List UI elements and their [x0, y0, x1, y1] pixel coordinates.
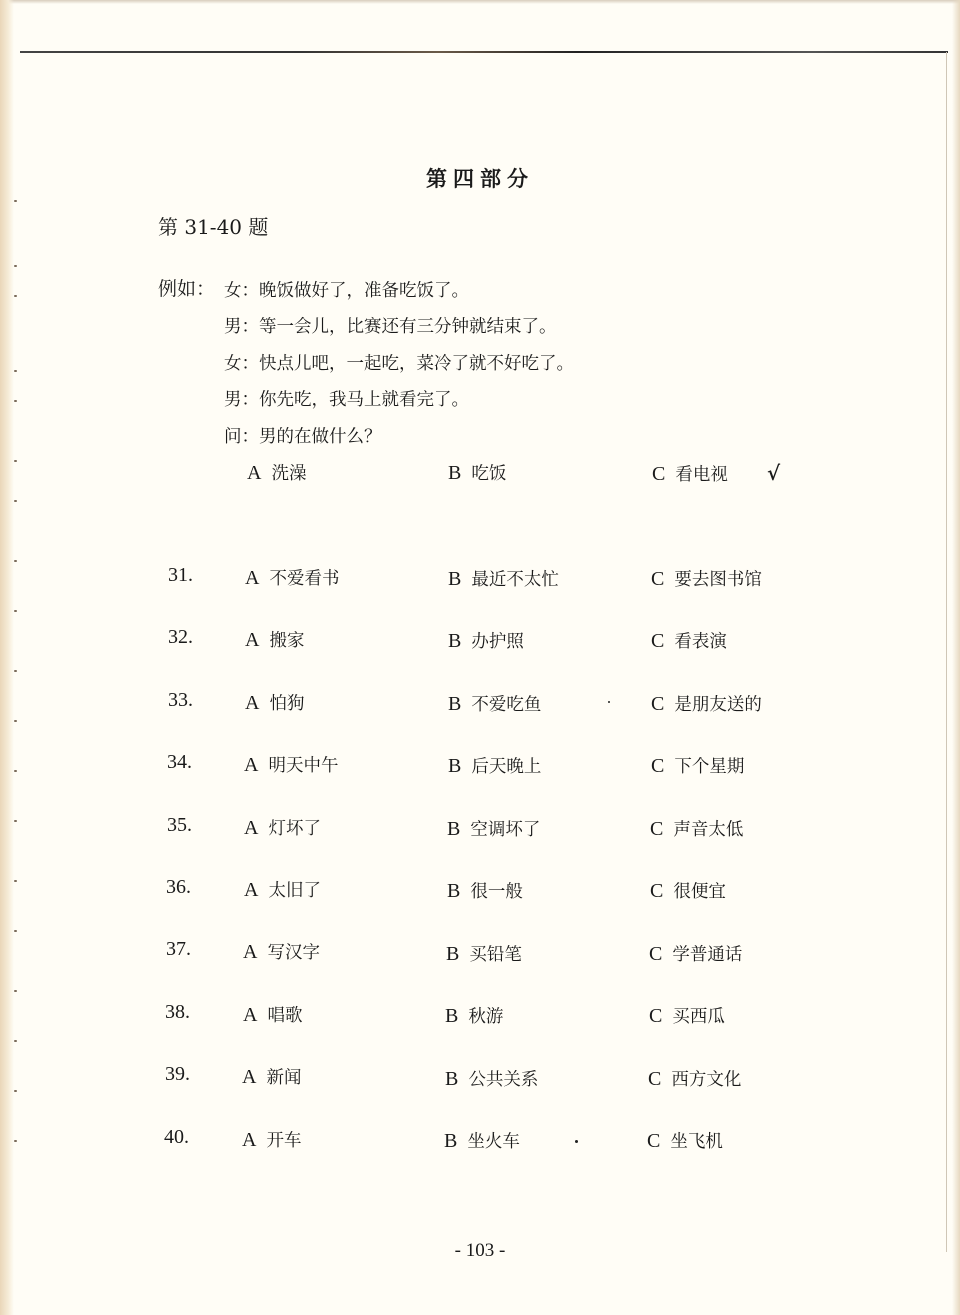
option-text: 灯坏了 — [268, 819, 321, 839]
option-letter: A — [245, 692, 260, 714]
option-letter: C — [647, 1130, 661, 1152]
option-c — [650, 878, 726, 903]
option-letter: B — [444, 1130, 458, 1152]
option-a — [242, 1064, 301, 1089]
option-letter: B — [446, 943, 460, 965]
option-text: 很便宜 — [673, 882, 726, 902]
option-text: 吃饭 — [471, 464, 507, 484]
option-b — [445, 1066, 538, 1091]
option-letter: A — [242, 1129, 257, 1151]
option-letter: A — [244, 754, 259, 776]
option-b — [448, 691, 541, 716]
option-letter: A — [243, 1004, 258, 1026]
page-right-edge — [952, 0, 960, 1315]
page-left-edge — [0, 0, 14, 1315]
option-text: 看电视 — [675, 465, 728, 485]
option-letter: A — [244, 879, 259, 901]
option-letter: C — [651, 755, 665, 777]
binding-holes — [14, 160, 20, 1160]
option-letter: B — [447, 880, 461, 902]
option-a — [243, 939, 320, 964]
question-number: 31. — [168, 564, 193, 586]
section-title: 第四部分 — [426, 166, 534, 191]
option-c — [651, 691, 762, 716]
dialogue-line: 女：快点儿吧，一起吃，菜冷了就不好吃了。 — [224, 354, 574, 374]
option-b — [446, 941, 522, 966]
option-text: 声音太低 — [673, 820, 744, 840]
question-number: 38. — [165, 1001, 190, 1023]
option-a — [245, 690, 304, 715]
option-text: 空调坏了 — [470, 820, 541, 840]
option-text: 开车 — [266, 1131, 302, 1151]
option-text: 太旧了 — [268, 881, 321, 901]
dialogue-line: 男：等一会儿，比赛还有三分钟就结束了。 — [224, 317, 557, 337]
option-letter: B — [448, 755, 462, 777]
option-text: 看表演 — [674, 632, 727, 652]
option-letter: A — [245, 629, 260, 651]
option-letter: B — [445, 1005, 459, 1027]
option-c — [647, 1128, 723, 1153]
option-text: 下个星期 — [674, 757, 745, 777]
page-number: - 103 - — [454, 1240, 506, 1261]
option-text: 要去图书馆 — [674, 570, 762, 590]
option-text: 坐火车 — [467, 1132, 520, 1152]
option-letter: B — [448, 693, 462, 715]
option-a — [245, 627, 304, 652]
option-text: 秋游 — [468, 1007, 504, 1027]
option-a — [243, 1002, 302, 1027]
option-text: 唱歌 — [267, 1006, 303, 1026]
question-number: 33. — [168, 689, 193, 711]
option-text: 学普通话 — [672, 945, 743, 965]
right-margin-rule — [946, 52, 947, 1252]
scan-speck — [608, 701, 610, 703]
option-text: 最近不太忙 — [471, 570, 559, 590]
option-letter: C — [651, 630, 665, 652]
example-option-c — [652, 461, 728, 486]
option-a — [244, 815, 321, 840]
option-text: 不爱吃鱼 — [471, 695, 542, 715]
option-letter: C — [651, 693, 665, 715]
option-letter: A — [243, 941, 258, 963]
option-letter: C — [649, 943, 663, 965]
option-b — [448, 753, 541, 778]
option-letter: C — [650, 818, 664, 840]
option-text: 买铅笔 — [469, 945, 522, 965]
option-a — [244, 752, 338, 777]
option-c — [648, 1066, 741, 1091]
option-c — [651, 628, 727, 653]
option-letter: A — [244, 817, 259, 839]
option-b — [447, 816, 540, 841]
question-number: 32. — [168, 626, 193, 648]
header-rule — [20, 51, 948, 53]
option-letter: B — [448, 462, 462, 484]
option-letter: B — [448, 568, 462, 590]
question-number: 37. — [166, 938, 191, 960]
option-c — [650, 816, 743, 841]
example-label: 例如： — [158, 278, 216, 300]
option-letter: B — [447, 818, 461, 840]
option-text: 搬家 — [269, 631, 305, 651]
example-option-a — [247, 460, 306, 485]
question-number: 36. — [166, 876, 191, 898]
option-letter: C — [648, 1068, 662, 1090]
option-text: 公共关系 — [468, 1070, 539, 1090]
option-text: 西方文化 — [671, 1070, 742, 1090]
option-letter: A — [247, 462, 262, 484]
option-text: 是朋友送的 — [674, 695, 762, 715]
option-text: 买西瓜 — [672, 1007, 725, 1027]
option-text: 洗澡 — [271, 464, 307, 484]
question-number: 40. — [164, 1126, 189, 1148]
question-line: 问：男的在做什么？ — [224, 427, 382, 447]
option-text: 明天中午 — [268, 756, 339, 776]
dialogue-line: 女：晚饭做好了，准备吃饭了。 — [224, 281, 469, 301]
option-b — [448, 566, 559, 591]
option-letter: C — [652, 463, 666, 485]
question-range-title: 第 31-40 题 — [158, 215, 269, 239]
option-text: 写汉字 — [267, 943, 320, 963]
option-letter: A — [245, 567, 260, 589]
option-b — [447, 878, 523, 903]
option-letter: A — [242, 1066, 257, 1088]
example-option-b — [448, 460, 506, 485]
option-c — [651, 566, 762, 591]
question-number: 34. — [167, 751, 192, 773]
option-c — [651, 753, 744, 778]
option-text: 怕狗 — [269, 694, 305, 714]
option-a — [244, 877, 321, 902]
option-text: 不爱看书 — [269, 569, 340, 589]
question-number: 35. — [167, 814, 192, 836]
option-a — [245, 565, 339, 590]
option-letter: B — [448, 630, 462, 652]
question-number: 39. — [165, 1063, 190, 1085]
option-a — [242, 1127, 301, 1152]
option-letter: B — [445, 1068, 459, 1090]
option-text: 很一般 — [470, 882, 523, 902]
option-text: 新闻 — [266, 1068, 302, 1088]
checkmark-icon: √ — [767, 461, 781, 485]
option-c — [649, 1003, 725, 1028]
option-text: 后天晚上 — [471, 757, 542, 777]
option-b — [444, 1128, 520, 1153]
option-c — [649, 941, 742, 966]
option-text: 办护照 — [471, 632, 524, 652]
dialogue-line: 男：你先吃，我马上就看完了。 — [224, 390, 469, 410]
option-letter: C — [651, 568, 665, 590]
option-letter: C — [650, 880, 664, 902]
option-letter: C — [649, 1005, 663, 1027]
option-b — [448, 628, 524, 653]
option-b — [445, 1003, 503, 1028]
page-top-edge — [0, 0, 960, 4]
scan-speck — [575, 1140, 578, 1143]
option-text: 坐飞机 — [670, 1132, 723, 1152]
